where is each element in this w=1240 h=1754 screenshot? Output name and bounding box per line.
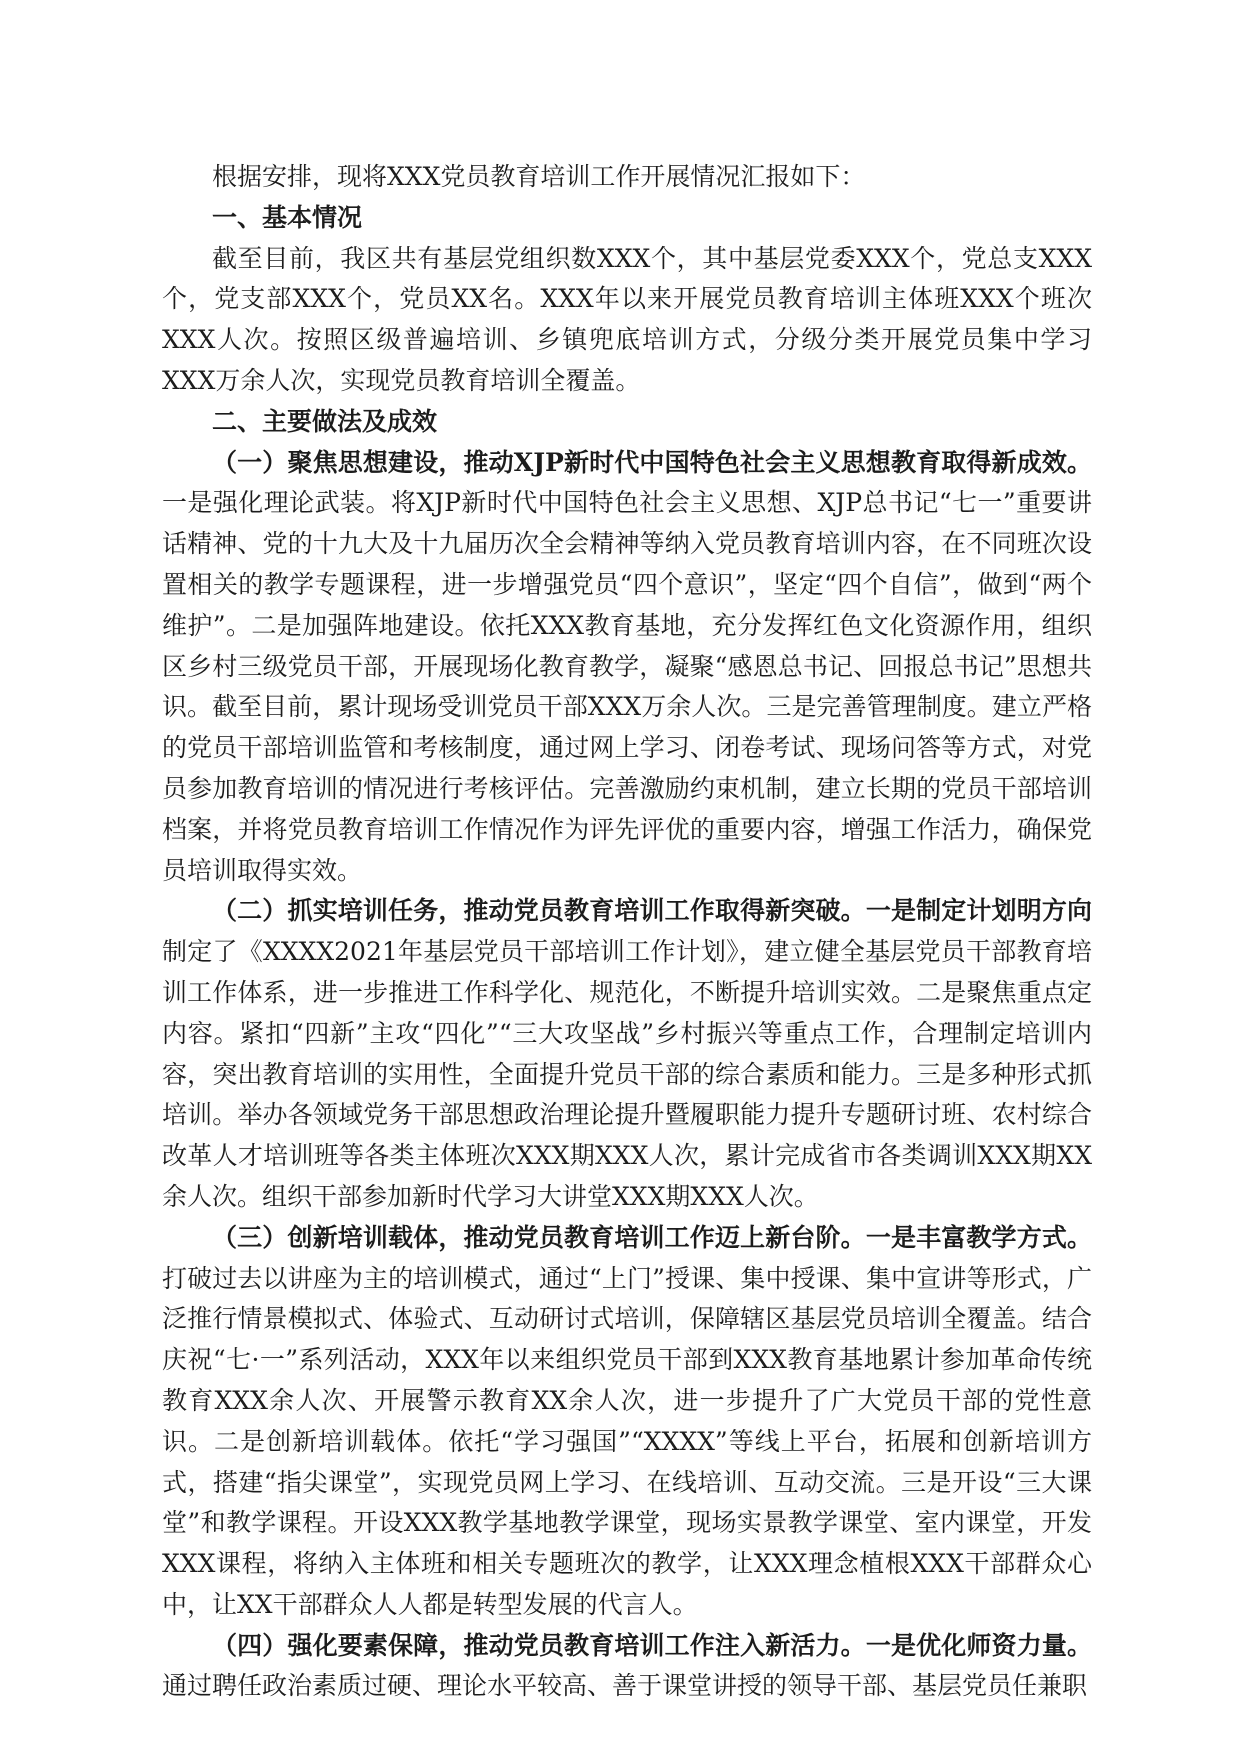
practice-heading-1: （一）聚焦思想建设，推动XJP新时代中国特色社会主义思想教育取得新成效。 bbox=[212, 447, 1092, 477]
section-heading-main-practices: 二、主要做法及成效 bbox=[212, 406, 438, 436]
document-page bbox=[162, 157, 1092, 1707]
practice-paragraph-3 bbox=[162, 1218, 1092, 1626]
practice-body-1: 一是强化理论武装。将XJP新时代中国特色社会主义思想、XJP总书记“七一”重要讲话精神、党的十九大及十九届历次全会精神等纳入党员教育培训内容，在不同班次设置相关的教学专题课程，进一步增强党员“四个意识”，坚定“四个自信”，做到“两个维护”。二是加强阵地建设。依托XXX教育基地，充分发挥红色文化资源作用，组织区乡村三级党员干部，开展现场化教育教学，凝聚“感恩总书记、回报总书记”思想共识。截至目前，累计现场受训党员干部XXX万余人次。三是完善管理制度。建立严格的党员干部培训监管和考核制度，通过网上学习、闭卷考试、现场问答等方式，对党员参加教育培训的情况进行考核评估。完善激励约束机制，建立长期的党员干部培训档案，并将党员教育培训工作情况作为评先评优的重要内容，增强工作活力，确保党员培训取得实效。 bbox=[162, 488, 1092, 885]
basic-info-paragraph: 截至目前，我区共有基层党组织数XXX个，其中基层党委XXX个，党总支XXX个，党支部XXX个，党员XX名。XXX年以来开展党员教育培训主体班XXX个班次XXX人次。按照区级普遍培训、乡镇兜底培训方式，分级分类开展党员集中学习 XXX万余人次，实现党员教育培训全覆盖。 bbox=[162, 243, 1092, 395]
practice-paragraph-1 bbox=[162, 443, 1092, 892]
intro-paragraph: 根据安排，现将XXX党员教育培训工作开展情况汇报如下： bbox=[212, 162, 866, 191]
section-heading-basic-info: 一、基本情况 bbox=[212, 202, 363, 232]
practice-paragraph-2 bbox=[162, 891, 1092, 1217]
practice-heading-3: （三）创新培训载体，推动党员教育培训工作迈上新台阶。一是丰富教学方式。 bbox=[212, 1222, 1092, 1252]
practice-body-3: 打破过去以讲座为主的培训模式，通过“上门”授课、集中授课、集中宣讲等形式，广泛推行情景模拟式、体验式、互动研讨式培训，保障辖区基层党员培训全覆盖。结合庆祝“七·一”系列活动，XXX年以来组织党员干部到XXX教育基地累计参加革命传统教育XXX余人次、开展警示教育XX余人次，进一步提升了广大党员干部的党性意识。二是创新培训载体。依托“学习强国”“XXXX”等线上平台，拓展和创新培训方式，搭建“指尖课堂”，实现党员网上学习、在线培训、互动交流。三是开设“三大课堂”和教学课程。开设XXX教学基地教学课堂，现场实景教学课堂、室内课堂，开发XXX课程，将纳入主体班和相关专题班次的教学，让XXX理念植根XXX干部群众心中，让XX干部群众人人都是转型发展的代言人。 bbox=[162, 1263, 1092, 1619]
practice-heading-2: （二）抓实培训任务，推动党员教育培训工作取得新突破。一是制定计划明方向 bbox=[212, 896, 1092, 926]
practice-heading-4: （四）强化要素保障，推动党员教育培训工作注入新活力。一是优化师资力量。 bbox=[212, 1630, 1092, 1660]
practice-body-2: 制定了《XXXX2021年基层党员干部培训工作计划》，建立健全基层党员干部教育培训工作体系，进一步推进工作科学化、规范化，不断提升培训实效。二是聚焦重点定内容。紧扣“四新”主攻“四化”“三大攻坚战”乡村振兴等重点工作，合理制定培训内容，突出教育培训的实用性，全面提升党员干部的综合素质和能力。三是多种形式抓培训。举办各领域党务干部思想政治理论提升暨履职能力提升专题研讨班、农村综合改革人才培训班等各类主体班次XXX期XXX人次，累计完成省市各类调训XXX期XX余人次。组织干部参加新时代学习大讲堂XXX期XXX人次。 bbox=[162, 937, 1092, 1211]
practice-paragraph-4 bbox=[162, 1626, 1092, 1708]
practice-body-4: 通过聘任政治素质过硬、理论水平较高、善于课堂讲授的领导干部、基层党员任兼职 bbox=[162, 1671, 1088, 1701]
